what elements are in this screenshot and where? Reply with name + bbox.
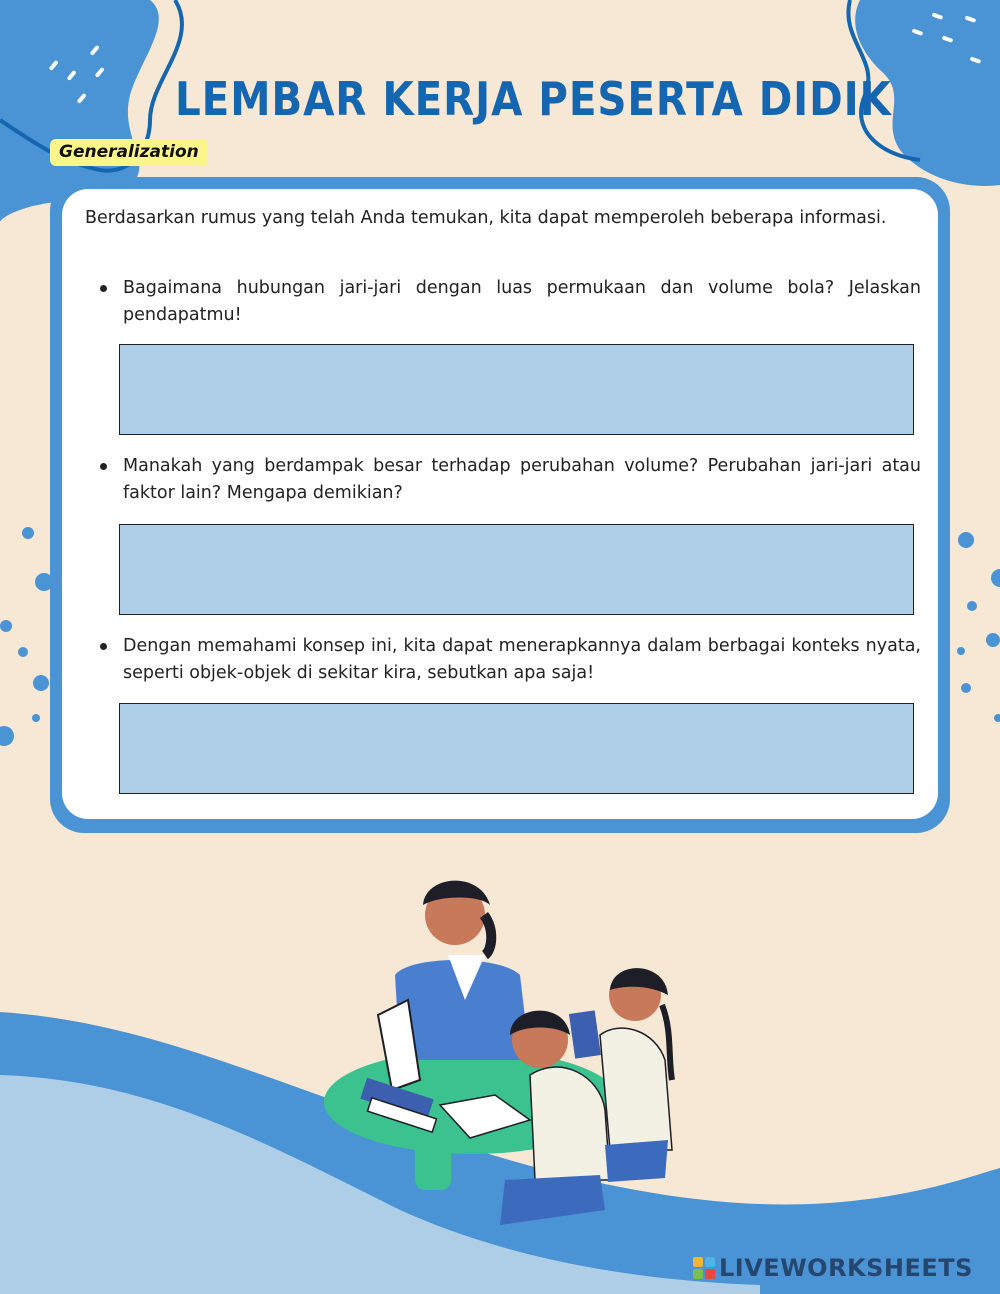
bullet-icon bbox=[100, 463, 107, 470]
liveworksheets-logo-icon bbox=[693, 1257, 715, 1279]
question-3: Dengan memahami konsep ini, kita dapat menerapkannya dalam berbagai konteks nyata, seperti objek-objek di sekitar kira, sebutkan apa saja! bbox=[123, 636, 921, 683]
bullet-icon bbox=[100, 643, 107, 650]
question-2: Manakah yang berdampak besar terhadap perubahan volume? Perubahan jari-jari atau faktor lain? Mengapa demikian? bbox=[123, 456, 921, 503]
answer-box-3[interactable] bbox=[119, 703, 914, 794]
answer-box-1[interactable] bbox=[119, 344, 914, 435]
intro-text: Berdasarkan rumus yang telah Anda temukan, kita dapat memperoleh beberapa informasi. bbox=[85, 208, 887, 228]
bullet-icon bbox=[100, 285, 107, 292]
answer-box-2[interactable] bbox=[119, 524, 914, 615]
section-badge: Generalization bbox=[50, 139, 208, 166]
brand-text: LIVEWORKSHEETS bbox=[719, 1254, 973, 1282]
question-1: Bagaimana hubungan jari-jari dengan luas permukaan dan volume bola? Jelaskan pendapatmu! bbox=[123, 278, 921, 325]
liveworksheets-brand[interactable] bbox=[693, 1253, 973, 1283]
page-title: LEMBAR KERJA PESERTA DIDIK bbox=[175, 72, 892, 126]
